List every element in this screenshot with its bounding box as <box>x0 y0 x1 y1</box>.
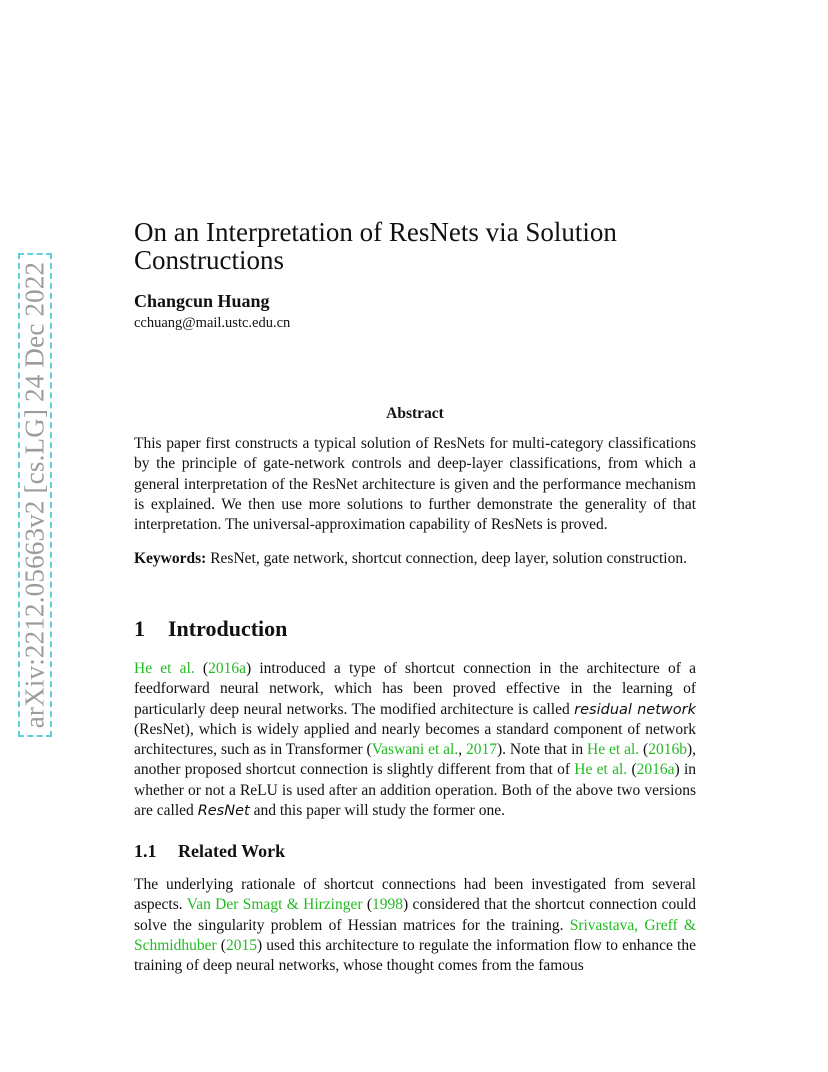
citation-link[interactable]: He et al. <box>574 761 628 779</box>
paragraph-text: ) in whether or not a ReLU is used after an addition operation. Both of the above two versions are called <box>134 761 696 820</box>
paragraph-text: and this paper will study the former one. <box>249 802 505 820</box>
citation-year-link[interactable]: 2016a <box>208 660 246 677</box>
author-name: Changcun Huang <box>134 291 270 311</box>
author-email: cchuang@mail.ustc.edu.cn <box>134 315 291 331</box>
subsection-title: Related Work <box>178 841 286 861</box>
keywords-label: Keywords: <box>134 550 207 567</box>
arxiv-identifier-text: arXiv:2212.05663v2 [cs.LG] 24 Dec 2022 <box>19 261 50 729</box>
section-number: 1 <box>134 616 145 641</box>
citation-link[interactable]: Srivastava, Greff & Schmidhuber <box>134 916 696 954</box>
paragraph-text: The underlying rationale of shortcut connections had been investigated from several aspects. <box>134 876 696 914</box>
paragraph-text: ), another proposed shortcut connection is slightly different from that of <box>134 741 696 779</box>
emphasized-term: residual network <box>574 701 696 718</box>
introduction-paragraph: He et al. (2016a) introduced a type of shortcut connection in the architecture of a feedforward neural network, which has been proved effective in the learning of particularly deep neural networks. The modified architecture is called residual network (ResNet), which is widely applied and nearly becomes a standard component of network architectures, such as in Transformer (Vaswani et al., 2017). Note that in He et al. (2016b), another proposed shortcut connection is slightly different from that of He et al. (2016a) in whether or not a ReLU is used after an addition operation. Both of the above two versions are called ResNet and this paper will study the former one. <box>134 660 697 820</box>
paragraph-text: ) used this architecture to regulate the information flow to enhance the training of deep neural networks, whose thought comes from the famous <box>134 936 696 975</box>
emphasized-term: ResNet <box>197 803 250 820</box>
citation-link[interactable]: He et al. <box>587 741 640 759</box>
paper-title: On an Interpretation of ResNets via Solution Constructions <box>134 217 617 275</box>
keywords-text: ResNet, gate network, shortcut connection, deep layer, solution construction. <box>210 550 687 567</box>
citation-year-link[interactable]: 1998 <box>372 896 404 914</box>
section-title: Introduction <box>168 616 288 641</box>
citation-year-link[interactable]: 2016b <box>648 741 687 759</box>
citation-year-link[interactable]: 2016a <box>636 761 675 779</box>
subsection-number: 1.1 <box>134 841 157 861</box>
paragraph-text: ). Note that in <box>497 741 588 759</box>
paragraph-text: introduced a type of shortcut connection in the architecture of a feedforward neural network, which has been proved effective in the learning of particularly deep neural networks. The modified architecture is called <box>134 660 697 718</box>
abstract-text: This paper first constructs a typical solution of ResNets for multi-category classifications by the principle of gate-network controls and deep-layer classifications, from which a general interpretation of the ResNet architecture is given and the performance mechanism is explained. We then use more solutions to further demonstrate the generality of that interpretation. The universal-approximation capability of ResNets is proved. <box>134 435 696 534</box>
paragraph-text: ) considered that the shortcut connection could solve the singularity problem of Hessian matrices for the training. <box>134 896 697 934</box>
citation-year-link[interactable]: 2015 <box>225 936 257 954</box>
citation-year-link[interactable]: 2017 <box>466 741 497 759</box>
related-work-paragraph: The underlying rationale of shortcut connections had been investigated from several aspects. Van Der Smagt & Hirzinger (1998) considered that the shortcut connection could solve the singularity problem of Hessian matrices for the training. Srivastava, Greff & Schmidhuber (2015) used this architecture to regulate the information flow to enhance the training of deep neural networks, whose thought comes from the famous <box>134 876 697 975</box>
paragraph-text: (ResNet), which is widely applied and nearly becomes a standard component of network architectures, such as in Transformer ( <box>134 720 696 759</box>
arxiv-identifier-stamp <box>18 253 52 737</box>
citation-link[interactable]: Van Der Smagt & Hirzinger <box>186 896 363 914</box>
section-heading <box>134 616 696 642</box>
keywords <box>134 549 696 569</box>
subsection-heading <box>134 841 696 862</box>
citation-link[interactable]: He et al. <box>134 660 195 677</box>
abstract-heading: Abstract <box>386 405 444 422</box>
citation-link[interactable]: Vaswani et al. <box>371 741 459 759</box>
